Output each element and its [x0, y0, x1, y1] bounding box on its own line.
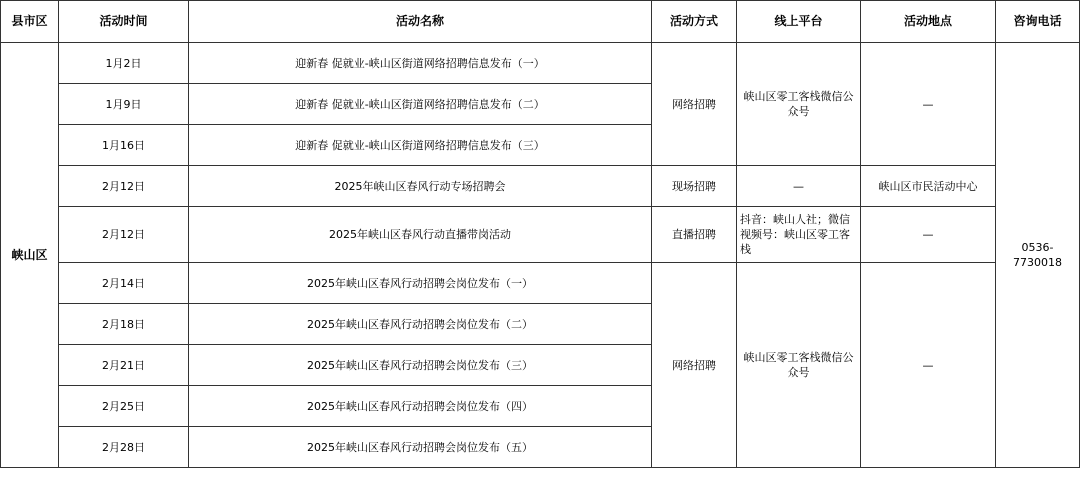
- platform-cell: 抖音：峡山人社；微信视频号：峡山区零工客栈: [737, 207, 861, 263]
- time-cell: 2月21日: [59, 345, 189, 386]
- header-time: 活动时间: [59, 1, 189, 43]
- venue-cell: —: [861, 207, 996, 263]
- activity-name-cell: 2025年峡山区春风行动直播带岗活动: [189, 207, 652, 263]
- time-cell: 2月18日: [59, 304, 189, 345]
- phone-cell: 0536-7730018: [996, 43, 1080, 468]
- header-platform: 线上平台: [737, 1, 861, 43]
- time-cell: 2月28日: [59, 427, 189, 468]
- time-cell: 2月25日: [59, 386, 189, 427]
- mode-cell: 直播招聘: [652, 207, 737, 263]
- venue-cell: 峡山区市民活动中心: [861, 166, 996, 207]
- header-venue: 活动地点: [861, 1, 996, 43]
- activity-name-cell: 迎新春 促就业-峡山区街道网络招聘信息发布（二）: [189, 84, 652, 125]
- mode-cell: 网络招聘: [652, 43, 737, 166]
- mode-cell: 网络招聘: [652, 263, 737, 468]
- venue-cell: —: [861, 43, 996, 166]
- platform-cell: 峡山区零工客栈微信公众号: [737, 43, 861, 166]
- table-row: [1, 43, 1080, 84]
- header-mode: 活动方式: [652, 1, 737, 43]
- venue-cell: —: [861, 263, 996, 468]
- activity-name-cell: 2025年峡山区春风行动招聘会岗位发布（二）: [189, 304, 652, 345]
- activity-name-cell: 2025年峡山区春风行动专场招聘会: [189, 166, 652, 207]
- time-cell: 1月2日: [59, 43, 189, 84]
- activity-name-cell: 2025年峡山区春风行动招聘会岗位发布（五）: [189, 427, 652, 468]
- platform-cell: —: [737, 166, 861, 207]
- table-row: [1, 263, 1080, 304]
- activity-name-cell: 迎新春 促就业-峡山区街道网络招聘信息发布（一）: [189, 43, 652, 84]
- activity-name-cell: 2025年峡山区春风行动招聘会岗位发布（四）: [189, 386, 652, 427]
- time-cell: 1月9日: [59, 84, 189, 125]
- time-cell: 2月14日: [59, 263, 189, 304]
- header-phone: 咨询电话: [996, 1, 1080, 43]
- mode-cell: 现场招聘: [652, 166, 737, 207]
- time-cell: 2月12日: [59, 207, 189, 263]
- platform-cell: 峡山区零工客栈微信公众号: [737, 263, 861, 468]
- table-row: [1, 207, 1080, 263]
- time-cell: 2月12日: [59, 166, 189, 207]
- county-cell: 峡山区: [1, 43, 59, 468]
- table-row: [1, 166, 1080, 207]
- header-row: [1, 1, 1080, 43]
- time-cell: 1月16日: [59, 125, 189, 166]
- activity-name-cell: 2025年峡山区春风行动招聘会岗位发布（三）: [189, 345, 652, 386]
- activity-name-cell: 迎新春 促就业-峡山区街道网络招聘信息发布（三）: [189, 125, 652, 166]
- header-county: 县市区: [1, 1, 59, 43]
- header-name: 活动名称: [189, 1, 652, 43]
- activity-name-cell: 2025年峡山区春风行动招聘会岗位发布（一）: [189, 263, 652, 304]
